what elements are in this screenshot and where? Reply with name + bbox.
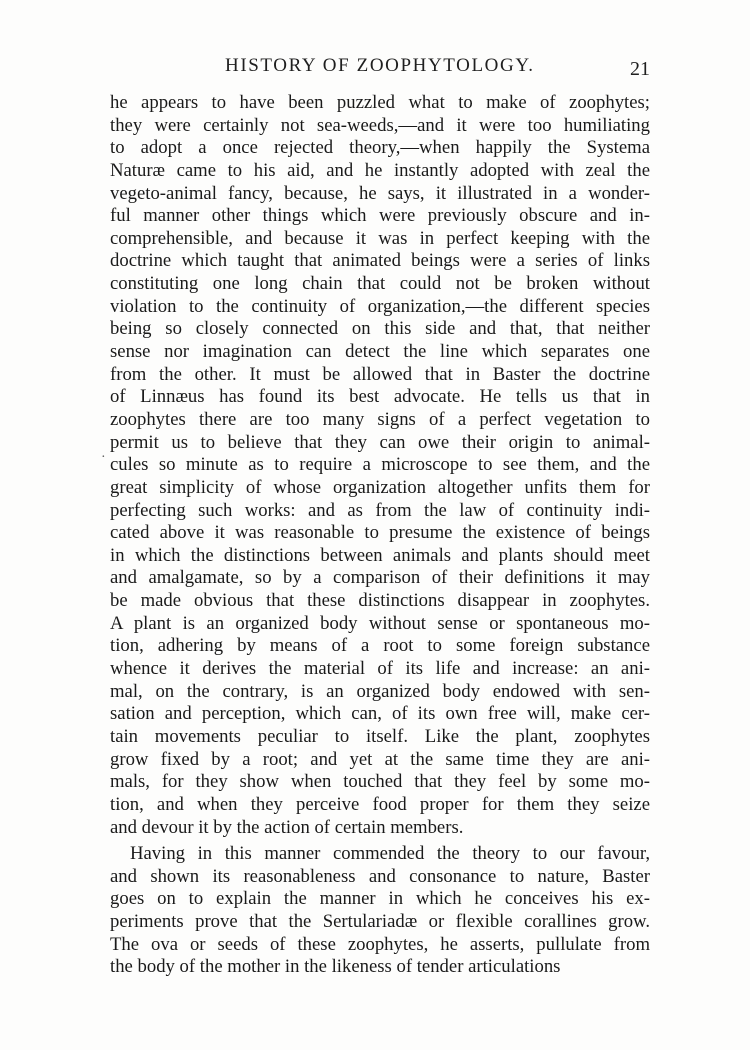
text-line: grow fixed by a root; and yet at the same time they are ani- <box>110 748 650 770</box>
text-line: whence it derives the material of its life and increase: an ani- <box>110 658 650 680</box>
text-line: vegeto-animal fancy, because, he says, it illustrated in a wonder- <box>110 182 650 204</box>
text-line: he appears to have been puzzled what to make of zoophytes; <box>110 92 650 113</box>
text-line: tion, and when they perceive food proper for them they seize <box>110 793 650 815</box>
paragraph <box>110 843 650 979</box>
text-line: The ova or seeds of these zoophytes, he asserts, pullulate from <box>110 933 650 955</box>
text-line: mals, for they show when touched that they feel by some mo- <box>110 771 650 793</box>
text-line: cules so minute as to require a microscope to see them, and the <box>110 454 650 476</box>
text-line: sation and perception, which can, of its own free will, make cer- <box>110 703 650 725</box>
running-title: HISTORY OF ZOOPHYTOLOGY. <box>225 55 535 76</box>
text-line: ful manner other things which were previously obscure and in- <box>110 205 650 227</box>
text-line: zoophytes there are too many signs of a perfect vegetation to <box>110 408 650 430</box>
text-line: perfecting such works: and as from the law of continuity indi- <box>110 499 650 521</box>
text-line: the body of the mother in the likeness of tender articulations <box>110 956 561 978</box>
text-line: cated above it was reasonable to presume the existence of beings <box>110 522 650 544</box>
text-line: and amalgamate, so by a comparison of their definitions it may <box>110 567 650 589</box>
text-line: permit us to believe that they can owe their origin to animal- <box>110 431 650 453</box>
text-line: comprehensible, and because it was in perfect keeping with the <box>110 227 650 249</box>
text-line: be made obvious that these distinctions disappear in zoophytes. <box>110 590 650 612</box>
text-line: tain movements peculiar to itself. Like the plant, zoophytes <box>110 725 650 747</box>
text-line: tion, adhering by means of a root to some foreign substance <box>110 635 650 657</box>
paragraph <box>110 92 650 839</box>
text-line: of Linnæus has found its best advocate. He tells us that in <box>110 386 650 408</box>
text-line: mal, on the contrary, is an organized body endowed with sen- <box>110 680 650 702</box>
body-text <box>110 92 650 979</box>
text-line: periments prove that the Sertulariadæ or flexible corallines grow. <box>110 911 650 933</box>
text-line: to adopt a once rejected theory,—when happily the Systema <box>110 137 650 159</box>
page-number: 21 <box>630 58 650 80</box>
text-line: goes on to explain the manner in which he conceives his ex- <box>110 888 650 910</box>
text-line: being so closely connected on this side and that, that neither <box>110 318 650 340</box>
text-line: sense nor imagination can detect the line which separates one <box>110 341 650 363</box>
running-head <box>110 52 650 82</box>
margin-mark: · <box>101 450 106 465</box>
text-line: doctrine which taught that animated beings were a series of links <box>110 250 650 272</box>
text-line: and devour it by the action of certain members. <box>110 816 464 838</box>
text-line: constituting one long chain that could not be broken without <box>110 273 650 295</box>
text-line: from the other. It must be allowed that in Baster the doctrine <box>110 363 650 385</box>
text-line: they were certainly not sea-weeds,—and it were too humiliating <box>110 114 650 136</box>
text-line: A plant is an organized body without sense or spontaneous mo- <box>110 612 650 634</box>
text-line: violation to the continuity of organization,—the different species <box>110 295 650 317</box>
text-line: in which the distinctions between animals and plants should meet <box>110 544 650 566</box>
text-line: Having in this manner commended the theory to our favour, <box>130 843 650 865</box>
text-line: Naturæ came to his aid, and he instantly adopted with zeal the <box>110 159 650 181</box>
text-line: and shown its reasonableness and consonance to nature, Baster <box>110 865 650 887</box>
text-line: great simplicity of whose organization altogether unfits them for <box>110 476 650 498</box>
